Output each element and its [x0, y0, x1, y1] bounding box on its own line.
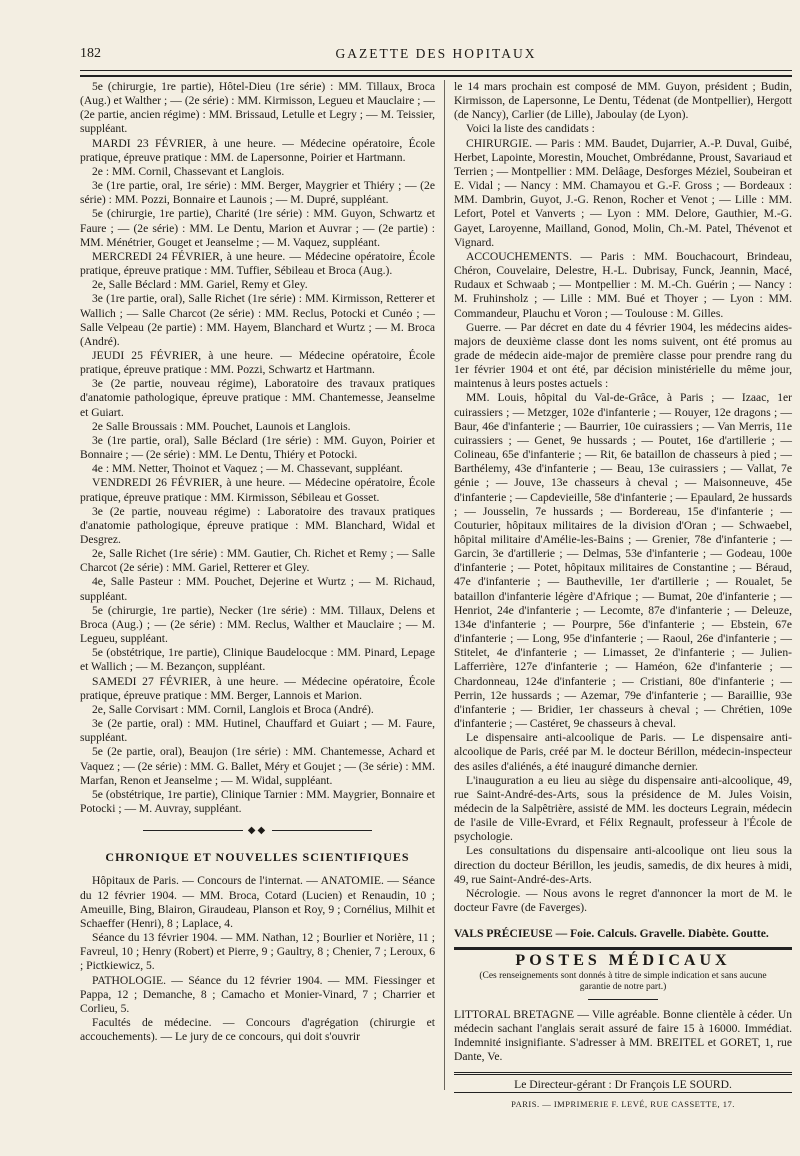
ad-rule — [454, 947, 792, 950]
paragraph: 2e, Salle Béclard : MM. Gariel, Remy et Gley. — [92, 278, 308, 292]
ad-text: LITTORAL BRETAGNE — Ville agréable. Bonne clientèle à céder. Un médecin sachant l'anglais serait assuré de faire 15 à 16000. Immédiat. Indemnité insignifiante. S'adresser à MM. BREITEL et GORET, 1, rue Dante, Ve. — [454, 1007, 792, 1063]
paragraph: CHIRURGIE. — Paris : MM. Baudet, Dujarrier, A.-P. Duval, Guibé, Herbet, Lapointe, Morestin, Mouchet, Ombrédanne, Proust, Savariaud et Terrien ; — Montpellier : MM. Delâage, Desforges Méziel, Soubeiran et E. Vidal ; — Nancy : MM. Chamayou et G.-F. Gross ; — Bordeaux : MM. Dambrin, Guyot, J.-G. Renon, Rocher et Venot ; — Lille : MM. Lefort, Potel et Vanverts ; — Lyon : MM. Delore, Gauthier, M.-G. Gayet, Laroyenne, Mailland, Gonod, Molin, Ch.-M. Patel, Thévenot et Vignard. — [454, 136, 792, 249]
paragraph: Nécrologie. — Nous avons le regret d'annoncer la mort de M. le docteur Favre (de Faverges). — [454, 886, 792, 915]
paragraph: 3e (1re partie, oral, 1re série) : MM. Berger, Maygrier et Thiéry ; — (2e série) : MM. Pozzi, Bonnaire et Launois ; — M. Dupré, suppléant. — [80, 179, 435, 207]
paragraph: 3e (2e partie, nouveau régime), Laboratoire des travaux pratiques d'anatomie pathologique, épreuve pratique : MM. Chantemesse, Jeanselme et Guiart. — [80, 377, 435, 419]
paragraph: ACCOUCHEMENTS. — Paris : MM. Bouchacourt, Brindeau, Chéron, Couvelaire, Delestre, H.-L. Dubrisay, Funck, Jeannin, Macé, Rudaux et Schwaab ; — Montpellier : M. M.-Ch. Guérin ; — Nancy : M. Fruhinsholz ; — Lille : MM. Bué et Thoyer ; — Lyon : MM. Commandeur, Plauchu et Voron ; — Toulouse : M. Gilles. — [454, 249, 792, 320]
paragraph: Hôpitaux de Paris. — Concours de l'internat. — ANATOMIE. — Séance du 12 février 1904. — MM. Broca, Cotard (Lucien) et Renaudin, 10 ; Ameuille, Bing, Blairon, Giraudeau, Planson et Roy, 9 ; Cornélius, Milhit et Schaeffer (Henri), 8 ; Laplace, 4. — [80, 874, 435, 930]
paragraph: 5e (chirurgie, 1re partie), Charité (1re série) : MM. Guyon, Schwartz et Faure ; — (2e série) : MM. Le Dentu, Marion et Auvrar ; — (2e partie) : MM. Ménétrier, Gouget et Jeanselme ; — M. Vaquez, suppléant. — [80, 207, 435, 249]
signature-rule-bottom — [454, 1092, 792, 1093]
paragraph: MERCREDI 24 FÉVRIER, à une heure. — Médecine opératoire, École pratique, épreuve pratique : MM. Tuffier, Sébileau et Broca (Aug.). — [80, 249, 435, 278]
paragraph: VENDREDI 26 FÉVRIER, à une heure. — Médecine opératoire, École pratique, épreuve pratique : MM. Kirmisson, Sébileau et Gosset. — [80, 476, 435, 504]
paragraph: Le dispensaire anti-alcoolique de Paris. — Le dispensaire anti-alcoolique de Paris, créé par M. le docteur Bérillon, médecin-inspecteur des asiles d'aliénés, a été inauguré dimanche dernier. — [454, 731, 792, 773]
chronique-title: CHRONIQUE ET NOUVELLES SCIENTIFIQUES — [105, 850, 410, 865]
paragraph: L'inauguration a eu lieu au siège du dispensaire anti-alcoolique, 49, rue Saint-André-des-Arts, sous la présidence de M. Jules Voisin, médecin de la Salpêtrière, assisté de MM. les docteurs Legrain, médecin de l'asile de Ville-Evrard, et Félix Regnault, professeur à l'École de psychologie. — [454, 773, 792, 844]
paragraph: 4e, Salle Pasteur : MM. Pouchet, Dejerine et Wurtz ; — M. Richaud, suppléant. — [80, 575, 435, 603]
journal-title: GAZETTE DES HOPITAUX — [335, 46, 537, 61]
paragraph: PATHOLOGIE. — Séance du 12 février 1904. — MM. Fiessinger et Pappa, 12 ; Demanche, 8 ; Camacho et Monier-Vinard, 7 ; Charrier et Corlieu, 5. — [80, 973, 435, 1015]
paragraph: 3e (2e partie, nouveau régime) : Laboratoire des travaux pratiques d'anatomie pathologique, épreuve pratique : MM. Blanchard, Widal et Desgrez. — [80, 504, 435, 546]
paragraph: 3e (1re partie, oral), Salle Béclard (1re série) : MM. Guyon, Poirier et Bonnaire ; — (2e série) : MM. Le Dentu, Thiéry et Potocki. — [80, 433, 435, 462]
paragraph: 5e (2e partie, oral), Beaujon (1re série) : MM. Chantemesse, Achard et Vaquez ; — (2e série) : MM. G. Ballet, Méry et Goujet ; — (3e série) : MM. Marfan, Renon et Jeanselme ; — M. Widal, suppléant. — [80, 745, 435, 787]
paragraph: Voici la liste des candidats : — [466, 122, 595, 136]
ad-short-rule — [588, 999, 658, 1000]
paragraph: 5e (obstétrique, 1re partie), Clinique Baudelocque : MM. Pinard, Lepage et Wallich ; — M. Bezançon, suppléant. — [80, 646, 435, 674]
header-rule — [80, 70, 792, 77]
paragraph: 5e (chirurgie, 1re partie), Necker (1re série) : MM. Tillaux, Delens et Broca (Aug.) ; — (2e série) : MM. Reclus, Walther et Mauclaire ; — M. Legueu, suppléant. — [80, 603, 435, 646]
page-header — [80, 46, 792, 66]
paragraph: SAMEDI 27 FÉVRIER, à une heure. — Médecine opératoire, École pratique, épreuve pratique : MM. Berger, Lannois et Marion. — [80, 674, 435, 702]
signature: Le Directeur-gérant : Dr François LE SOURD. — [514, 1078, 732, 1092]
column-divider — [444, 80, 445, 1090]
paragraph: 3e (1re partie, oral), Salle Richet (1re série) : MM. Kirmisson, Retterer et Wallich ; — Salle Charcot (2e série) : MM. Reclus, Potocki et Cunéo ; — Salle Velpeau (2e partie) : MM. Hayem, Blanchard et Wurtz ; — M. Broca (André). — [80, 292, 435, 348]
advert-line: VALS PRÉCIEUSE — Foie. Calculs. Gravelle. Diabète. Goutte. — [454, 927, 769, 941]
section-ornament: ◆◆ — [80, 824, 435, 838]
paragraph: 2e, Salle Richet (1re série) : MM. Gautier, Ch. Richet et Remy ; — Salle Charcot (2e série) : MM. Gariel, Retterer et Gley. — [80, 547, 435, 575]
paragraph: 5e (obstétrique, 1re partie), Clinique Tarnier : MM. Maygrier, Bonnaire et Potocki ; — M. Auvray, suppléant. — [80, 787, 435, 815]
paragraph: 4e : MM. Netter, Thoinot et Vaquez ; — M. Chassevant, suppléant. — [92, 462, 403, 476]
paragraph: MM. Louis, hôpital du Val-de-Grâce, à Paris ; — Izaac, 1er cuirassiers ; — Metzger, 102e d'infanterie ; — Rouyer, 12e dragons ; — Baur, 46e d'infanterie ; — Baurrier, 10e cuirassiers ; — Van Merris, 11e cuirassiers ; — Genet, 9e hussards ; — Poutet, 16e d'artillerie ; — Colineau, 65e d'infanterie ; — Rit, 6e bataillon de chasseurs à pied ; — Barthélemy, 43e d'infanterie ; — Beau, 13e cuirassiers ; — Vallat, 7e génie ; — Jouve, 13e chasseurs à cheval ; — Maisonneuve, 45e d'infanterie ; — Capdevieille, 58e d'infanterie ; — Epaulard, 2e hussards ; — Jousselin, 7e hussards ; — Bordereau, 15e d'infanterie ; — Couturier, hôpitaux militaires de la division d'Oran ; — Schwaebel, hôpital militaire d'Amélie-les-Bains ; — Grenier, 78e d'infanterie ; — Garcin, 3e d'artillerie ; — Delmas, 53e d'infanterie ; — Godeau, 100e d'infanterie ; — Potet, hôpitaux militaires de Constantine ; — Béraud, 47e d'infanterie ; — Bautheville, 1er d'artillerie ; — Roualet, 5e bataillon d'infanterie légère d'Afrique ; — Bumat, 20e d'infanterie ; — Henriot, 24e d'infanterie ; — Lecomte, 87e d'infanterie ; — Deleuze, 134e d'infanterie ; — Pourpre, 56e d'infanterie ; — Ebstein, 67e d'infanterie ; — Long, 95e d'infanterie ; — Raoul, 26e d'infanterie ; — Stitelet, 4e d'infanterie ; — Limasset, 2e d'infanterie ; — Julien-Lafferrière, 127e d'infanterie ; — Haméon, 62e d'infanterie ; — Chardonneau, 124e d'infanterie ; — Cristiani, 80e d'infanterie ; — Perrin, 12e hussards ; — Azemar, 79e d'infanterie ; — Baraillie, 93e d'infanterie ; — Bridier, 1er chasseurs à cheval ; — Chrétien, 109e d'infanterie ; — Castéret, 9e chasseurs à cheval. — [454, 391, 792, 731]
ad-disclaimer: (Ces renseignements sont donnés à titre de simple indication et sans aucune garantie de notre part.) — [479, 970, 767, 992]
right-column — [454, 80, 792, 1111]
paragraph: 3e (2e partie, oral) : MM. Hutinel, Chauffard et Guiart ; — M. Faure, suppléant. — [80, 717, 435, 745]
paragraph: JEUDI 25 FÉVRIER, à une heure. — Médecine opératoire, École pratique, épreuve pratique : MM. Pozzi, Schwartz et Hartmann. — [80, 348, 435, 377]
paragraph: Séance du 13 février 1904. — MM. Nathan, 12 ; Bourlier et Norière, 11 ; Favreul, 10 ; Henry (Robert) et Pierre, 9 ; Gaultry, 8 ; Chenier, 7 ; Leroux, 6 ; Pictkiewicz, 5. — [80, 931, 435, 973]
ad-section-title: POSTES MÉDICAUX — [515, 952, 731, 970]
signature-rule — [454, 1072, 792, 1075]
paragraph: MARDI 23 FÉVRIER, à une heure. — Médecine opératoire, École pratique, épreuve pratique : MM. de Lapersonne, Poirier et Hartmann. — [80, 136, 435, 164]
paragraph: le 14 mars prochain est composé de MM. Guyon, président ; Budin, Kirmisson, de Lapersonne, Le Dentu, Tédenat (de Montpellier), Hergott (de Nancy), Carlier (de Lille), Jaboulay (de Lyon). — [454, 80, 792, 122]
page-number: 182 — [80, 46, 101, 61]
paragraph: 5e (chirurgie, 1re partie), Hôtel-Dieu (1re série) : MM. Tillaux, Broca (Aug.) et Walther ; — (2e série) : MM. Kirmisson, Legueu et Mauclaire ; — (2e partie, ancien régime) : MM. Brissaud, Letulle et Legry ; — M. Teissier, suppléant. — [80, 80, 435, 136]
left-column — [80, 80, 435, 1044]
paragraph: Guerre. — Par décret en date du 4 février 1904, les médecins aides-majors de deuxième classe dont les noms suivent, ont été promus au grade de médecin aide-major de première classe pour prendre rang du 1er février 1904 et ont été, par décision ministérielle du même jour, maintenus à leurs postes actuels : — [454, 320, 792, 391]
paragraph: Les consultations du dispensaire anti-alcoolique ont lieu sous la direction du docteur Bérillon, les jeudis, samedis, de dix heures à midi, 49, rue Saint-André-des-Arts. — [454, 844, 792, 886]
paragraph: 2e : MM. Cornil, Chassevant et Langlois. — [92, 164, 285, 178]
paragraph: 2e Salle Broussais : MM. Pouchet, Launois et Langlois. — [92, 419, 351, 433]
paragraph: Facultés de médecine. — Concours d'agrégation (chirurgie et accouchements). — Le jury de ce concours, qui doit s'ouvrir — [80, 1016, 435, 1044]
paragraph: 2e, Salle Corvisart : MM. Cornil, Langlois et Broca (André). — [92, 702, 374, 716]
imprint: PARIS. — IMPRIMERIE F. LEVÉ, RUE CASSETTE, 17. — [511, 1099, 735, 1110]
